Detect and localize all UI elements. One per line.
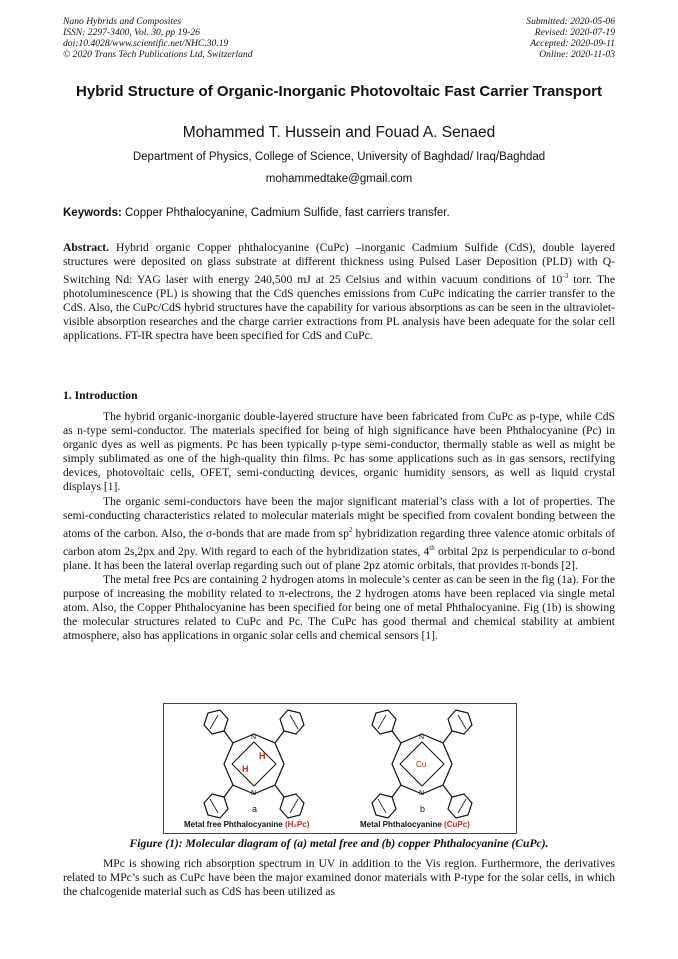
atom-n-label: N [419,790,425,797]
atom-n-label: N [419,734,425,741]
intro-p2-part-2: hybridization regarding three valence atomic orbitals of carbon atom 2s,2px and 2py. With regard to each of the hybridization states, 4 [63,526,615,558]
date-accepted: Accepted: 2020-09-11 [530,38,615,49]
journal-copyright: © 2020 Trans Tech Publications Ltd, Switzerland [63,49,253,60]
intro-paragraph-3: The metal free Pcs are containing 2 hydrogen atoms in molecule’s center as can be seen in the fig (1a). For the purpose of increasing the mobility related to π-electrons, the 2 hydrogen atoms have been replaced via single metal atom. Also, the Copper Phthalocyanine has been specified for being one of metal Phthalocyanine. Fig (1b) is showing the molecular structures related to CuPc and Pc. The CuPc has good thermal and chemical stability at ambient atmosphere, also has applications in organic solar cells and chemical sensors [1]. [63,572,615,643]
intro-paragraph-1: The hybrid organic-inorganic double-layered structure have been fabricated from CuPc as p-type, while CdS as n-type semi-conductor. The materials specified for being of high significance have been Phthalocyanine (Pc) in organic dyes as well as pigments. Pc has been typically p-type semi-conductor, thermally stable as well as might be simply sublimated as one of the high-quality thin films. Pc has some applications such as in gas sensors, rectifying devices, photovoltaic cells, OFET, semi-conducting devices, organic humidity sensors, as well as liquid crystal displays [1]. [63,410,615,494]
abstract [63,241,615,344]
figure-caption: Figure (1): Molecular diagram of (a) metal free and (b) copper Phthalocyanine (CuPc). [129,837,549,850]
intro-p2-superscript-1: 2 [348,525,353,534]
publication-dates [526,16,615,60]
intro-p2-part-3: orbital 2pz is perpendicular to σ-bond plane. It has been the lateral overlap regarding such out of plane 2pz atomic orbitals, that provides π-bonds [2]. [63,544,615,572]
abstract-exponent: -3 [562,272,569,281]
author-email[interactable]: mohammedtake@gmail.com [265,173,413,185]
atom-n-label: N [251,734,257,741]
panel-b-formula: (CuPc) [444,820,470,829]
paper-title: Hybrid Structure of Organic-Inorganic Photovoltaic Fast Carrier Transport [76,83,602,100]
panel-a-formula: (H₂Pc) [284,820,310,829]
continuation-text [63,857,615,899]
paper-authors: Mohammed T. Hussein and Fouad A. Senaed [182,124,496,141]
journal-name: Nano Hybrids and Composites [63,16,182,27]
continuation-paragraph: MPc is showing rich absorption spectrum in UV in addition to the Vis region. Furthermore, the derivatives related to MPc’s such as CuPc have been the major examined donor materials with P-type for the solar cells, in which the chalcogenide material such as CdS has been utilized as [63,857,615,899]
intro-p2-superscript-2: th [429,543,435,552]
copper-atom-label: Cu [416,760,427,769]
journal-issn: ISSN: 2297-3400, Vol. 30, pp 19-26 [63,27,200,38]
panel-b-letter: b [420,804,426,814]
copper-pc-structure [372,710,472,818]
hydrogen-atom-label: H [259,751,266,761]
hydrogen-atom-label: H [242,764,249,774]
metal-free-pc-structure [204,710,304,818]
introduction-body [63,410,615,643]
journal-info [63,16,253,60]
intro-paragraph-2 [63,495,615,573]
journal-doi: doi:10.4028/www.scientific.net/NHC.30.19 [63,38,229,49]
panel-b-label: Metal Phthalocyanine (CuPc) [360,820,470,829]
keywords [63,206,615,220]
date-revised: Revised: 2020-07-19 [534,27,615,38]
figure-1 [163,703,517,834]
abstract-text-2: torr. The photoluminescence (PL) is showing that the CdS quenches emissions from CuPc indicating the carrier transfer to the CdS. Also, the CuPc/CdS hybrid structures have the capability for various absorptions as can be seen in the ultraviolet-visible absorption researches and the charge carrier extractions from PL analysis have been adequate for the solar cell applications. FT-IR spectra have been specified for CdS and CuPc. [63,273,615,343]
date-submitted: Submitted: 2020-05-06 [526,16,615,27]
intro-p2-part-1: The organic semi-conductors have been the major significant material’s class with a lot of properties. The semi-conducting characteristics related to molecular materials might be specified from covalent bonding between the atoms of the carbon. Also, the σ-bonds that are made from sp [63,494,615,540]
keywords-text: Copper Phthalocyanine, Cadmium Sulfide, fast carriers transfer. [121,207,450,219]
atom-n-label: N [251,790,257,797]
author-affiliation: Department of Physics, College of Science, University of Baghdad/ Iraq/Baghdad [132,151,546,163]
panel-a-label: Metal free Phthalocyanine (H₂Pc) [184,820,310,829]
molecular-diagram [164,704,516,833]
keywords-label: Keywords: [63,207,122,219]
abstract-text-1: Hybrid organic Copper phthalocyanine (CuPc) –inorganic Cadmium Sulfide (CdS), double layered structures were deposited on glass substrate at different thickness using Pulsed Laser Deposition (PLD) with Q-Switching Nd: YAG laser with energy 240,500 mJ at 25 Celsius and within vacuum conditions of 10 [63,241,615,287]
date-online: Online: 2020-11-03 [539,49,615,60]
section-heading-introduction: 1. Introduction [63,389,138,402]
panel-a-letter: a [252,804,258,814]
abstract-label: Abstract. [63,241,110,254]
